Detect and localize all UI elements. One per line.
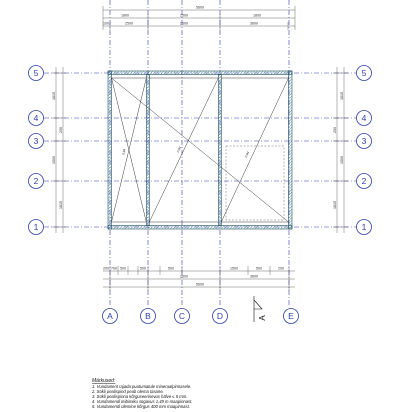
- left-dim-1: 1815: [52, 92, 56, 100]
- vertical-grid-lines: [110, 0, 289, 305]
- axis-bubbles-right: [357, 66, 372, 235]
- right-dim-2: 1500: [340, 156, 344, 164]
- axis-label-a: A: [107, 311, 113, 321]
- axis-label-right-3: 3: [361, 136, 367, 146]
- diagonal-label-2: 0,94: [175, 145, 183, 154]
- top-dim-c: 1800: [253, 13, 261, 18]
- notes-line-3: 3. Sokli pealispinna kõrguseerinevus hälve ≤ 5 mm.: [92, 394, 188, 399]
- notes-line-5: 5. Vundamendi ülemine kõrgus 400 mm maapinnast.: [92, 404, 190, 409]
- axis-label-left-3: 3: [33, 136, 39, 146]
- right-dim-3: 1815: [333, 201, 337, 209]
- axis-label-d: D: [216, 311, 224, 321]
- bottom-dim-row2-b: 3600: [250, 274, 258, 279]
- notes-line-1: 1. Vundament rajada puutumatule mineraalpinnasele.: [92, 384, 192, 389]
- left-dim-3: 1815: [59, 201, 63, 209]
- top-dim-f: 2500: [180, 21, 188, 26]
- right-dim-4: 200: [333, 127, 337, 133]
- top-dim-g: 3600: [250, 21, 258, 26]
- axis-label-c: C: [178, 311, 186, 321]
- diagonal-label-3: 0,94: [243, 150, 251, 159]
- bottom-dim-5: 500: [168, 266, 174, 271]
- axis-label-left-5: 5: [33, 68, 39, 78]
- bottom-dim-row2-a: 2500: [180, 274, 188, 279]
- axis-label-e: E: [288, 311, 294, 321]
- notes-line-4: 4. Vundamendi teibimiku sügavus 1,49 m maapinnast.: [92, 399, 193, 404]
- top-dimension-chains: [103, 6, 295, 30]
- axis-label-right-5: 5: [361, 68, 367, 78]
- axis-label-left-4: 4: [33, 113, 39, 123]
- bottom-dim-8: 200: [278, 266, 284, 271]
- axis-label-left-1: 1: [33, 222, 39, 232]
- left-dim-2: 1500: [52, 156, 56, 164]
- top-dim-d: 100: [103, 21, 109, 26]
- top-dim-e: 2500: [125, 21, 133, 26]
- foundation-diagonals: [112, 78, 289, 222]
- axis-label-right-1: 1: [361, 222, 367, 232]
- top-dim-a: 1800: [121, 13, 129, 18]
- notes-title: Märkused:: [92, 378, 116, 384]
- bottom-overall-dim: 5600: [196, 282, 204, 287]
- bottom-dim-6: 1500: [230, 266, 238, 271]
- right-dim-1: 1815: [340, 92, 344, 100]
- notes-line-2: 2. Sokli pealispind peab olema tasane.: [92, 389, 164, 394]
- top-overall-dim: 5600: [196, 5, 204, 10]
- axis-label-left-2: 2: [33, 176, 39, 186]
- bottom-dim-4: 500: [140, 266, 146, 271]
- bottom-dim-1: 200: [103, 266, 109, 271]
- axis-label-b: B: [145, 311, 151, 321]
- axis-bubbles-left: [29, 66, 44, 235]
- notes-block: [91, 378, 192, 409]
- axis-label-right-4: 4: [361, 113, 367, 123]
- top-dim-b: 2500: [180, 13, 188, 18]
- bottom-dim-2: 700: [111, 266, 117, 271]
- diagonal-label-1: 0,94: [121, 148, 127, 156]
- section-mark-label: A: [258, 315, 267, 321]
- axis-label-right-2: 2: [361, 176, 367, 186]
- left-dim-4: 200: [59, 127, 63, 133]
- bottom-dim-3: 500: [120, 266, 126, 271]
- bottom-dimension-chains: [103, 266, 295, 291]
- inner-dashed-area: [226, 146, 284, 220]
- bottom-dim-7: 500: [256, 266, 262, 271]
- axis-bubbles-letters: [103, 309, 299, 324]
